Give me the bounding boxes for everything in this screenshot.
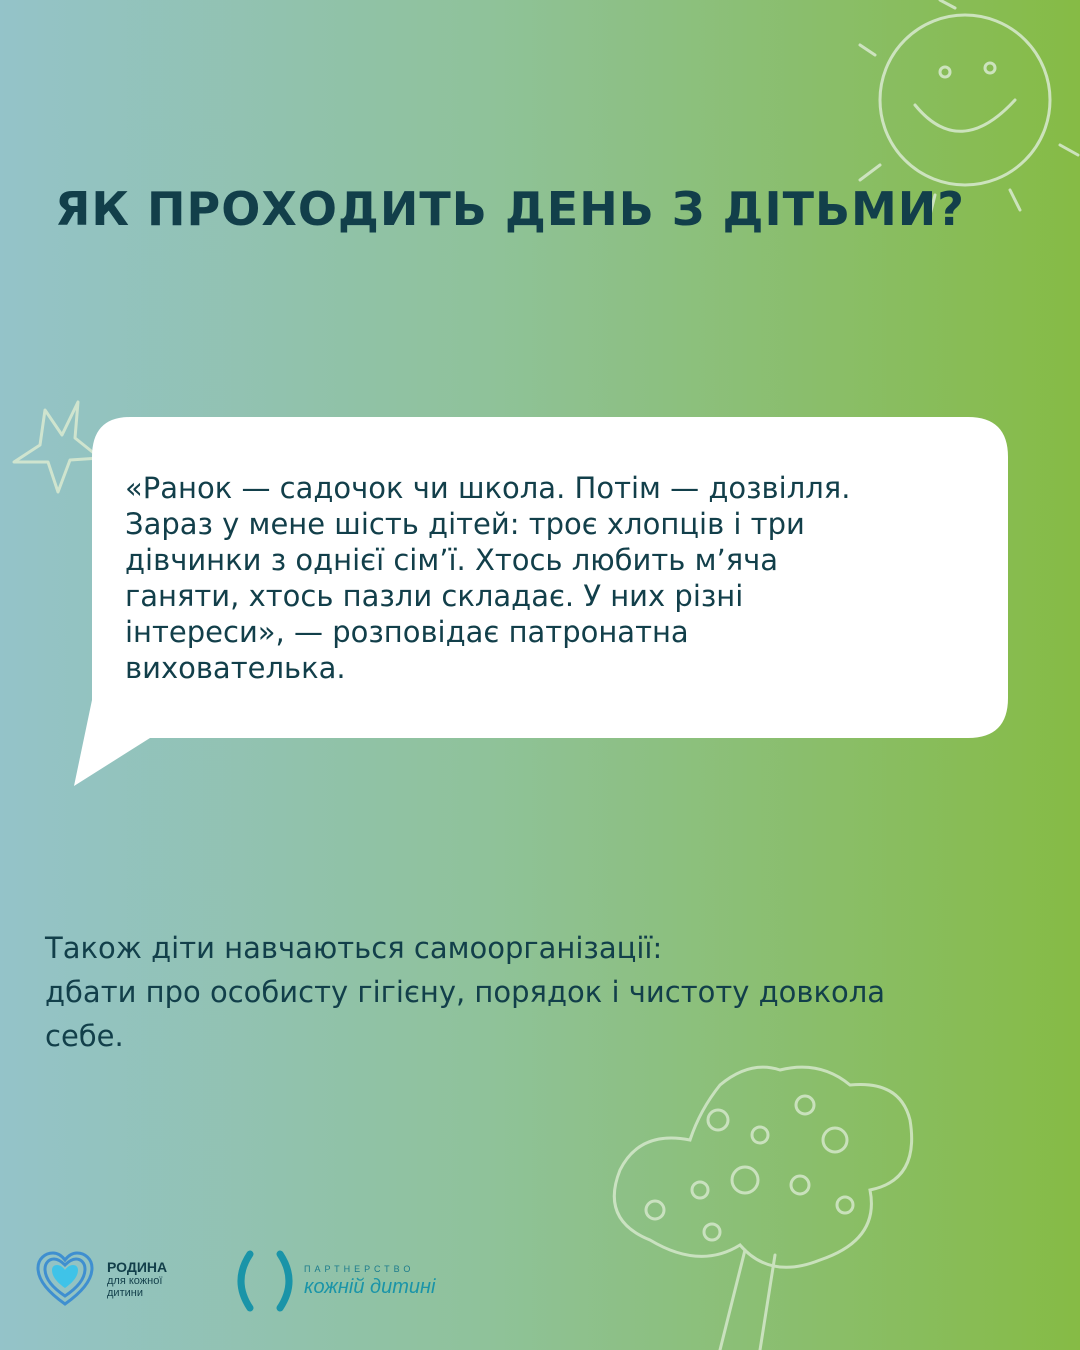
quote-line: Зараз у мене шість дітей: троє хлопців і три bbox=[125, 507, 805, 541]
body-line: себе. bbox=[45, 1019, 124, 1053]
heart-logo-icon bbox=[35, 1250, 95, 1308]
body-text bbox=[45, 926, 1035, 1058]
rodyna-name: РОДИНА bbox=[107, 1259, 168, 1275]
page-title: ЯК ПРОХОДИТЬ ДЕНЬ З ДІТЬМИ? bbox=[55, 182, 965, 236]
tree-doodle-icon bbox=[614, 1067, 911, 1350]
quote-line: вихователька. bbox=[125, 651, 346, 685]
partnership-logo bbox=[230, 1250, 435, 1312]
parentheses-logo-icon bbox=[230, 1250, 300, 1312]
rodyna-subtitle-1: для кожної bbox=[107, 1275, 163, 1287]
quote-text bbox=[125, 470, 990, 686]
quote-line: дівчинки з однієї сім’ї. Хтось любить м’яча bbox=[125, 543, 779, 577]
quote-line: ганяти, хтось пазли складає. У них різні bbox=[125, 579, 744, 613]
partnership-main-text: кожній дитині bbox=[304, 1275, 436, 1298]
quote-line: «Ранок — садочок чи школа. Потім — дозвілля. bbox=[125, 471, 851, 505]
body-line: Також діти навчаються самоорганізації: bbox=[45, 931, 663, 965]
rodyna-subtitle-2: дитини bbox=[107, 1287, 143, 1299]
body-line: дбати про особисту гігієну, порядок і чистоту довкола bbox=[45, 975, 886, 1009]
rodyna-logo bbox=[35, 1250, 167, 1308]
partnership-top-text: ПАРТНЕРСТВО bbox=[304, 1263, 415, 1274]
quote-line: інтереси», — розповідає патронатна bbox=[125, 615, 689, 649]
